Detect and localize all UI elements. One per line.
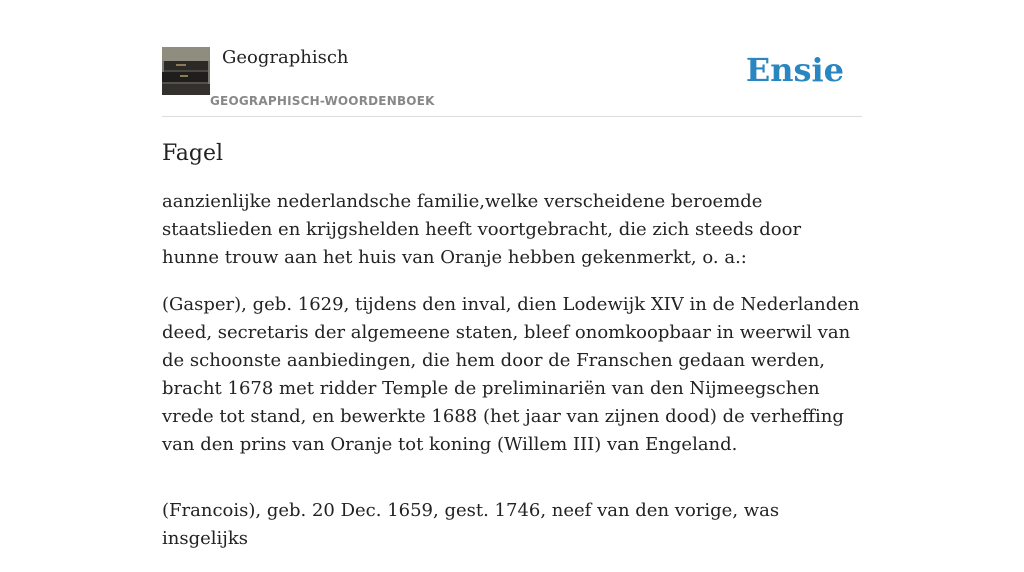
- source-header: [162, 44, 862, 117]
- source-title[interactable]: Geographisch: [222, 47, 349, 68]
- source-subtitle[interactable]: GEOGRAPHISCH-WOORDENBOEK: [210, 94, 435, 108]
- article-paragraph: (Gasper), geb. 1629, tijdens den inval, dien Lodewijk XIV in de Nederlanden deed, secretaris der algemeene staten, bleef onomkoopbaar in weerwil van de schoonste aanbiedingen, die hem door de Franschen gedaan werden, bracht 1678 met ridder Temple de preliminariën van den Nijmeegschen vrede tot stand, en bewerkte 1688 (het jaar van zijnen dood) de verheffing van den prins van Oranje tot koning (Willem III) van Engeland.: [162, 294, 860, 455]
- article-title: Fagel: [162, 141, 224, 166]
- article-paragraph: (Francois), geb. 20 Dec. 1659, gest. 1746, neef van den vorige, was insgelijks: [162, 500, 780, 549]
- article-paragraph: aanzienlijke nederlandsche familie,welke verscheidene beroemde staatslieden en krijgshelden heeft voortgebracht, die zich steeds door hunne trouw aan het huis van Oranje hebben gekenmerkt, o. a.:: [162, 191, 802, 268]
- books-photo-icon: [162, 47, 210, 95]
- source-avatar[interactable]: [162, 47, 210, 95]
- article: [162, 138, 862, 572]
- ensie-logo-link[interactable]: Ensie: [745, 51, 844, 89]
